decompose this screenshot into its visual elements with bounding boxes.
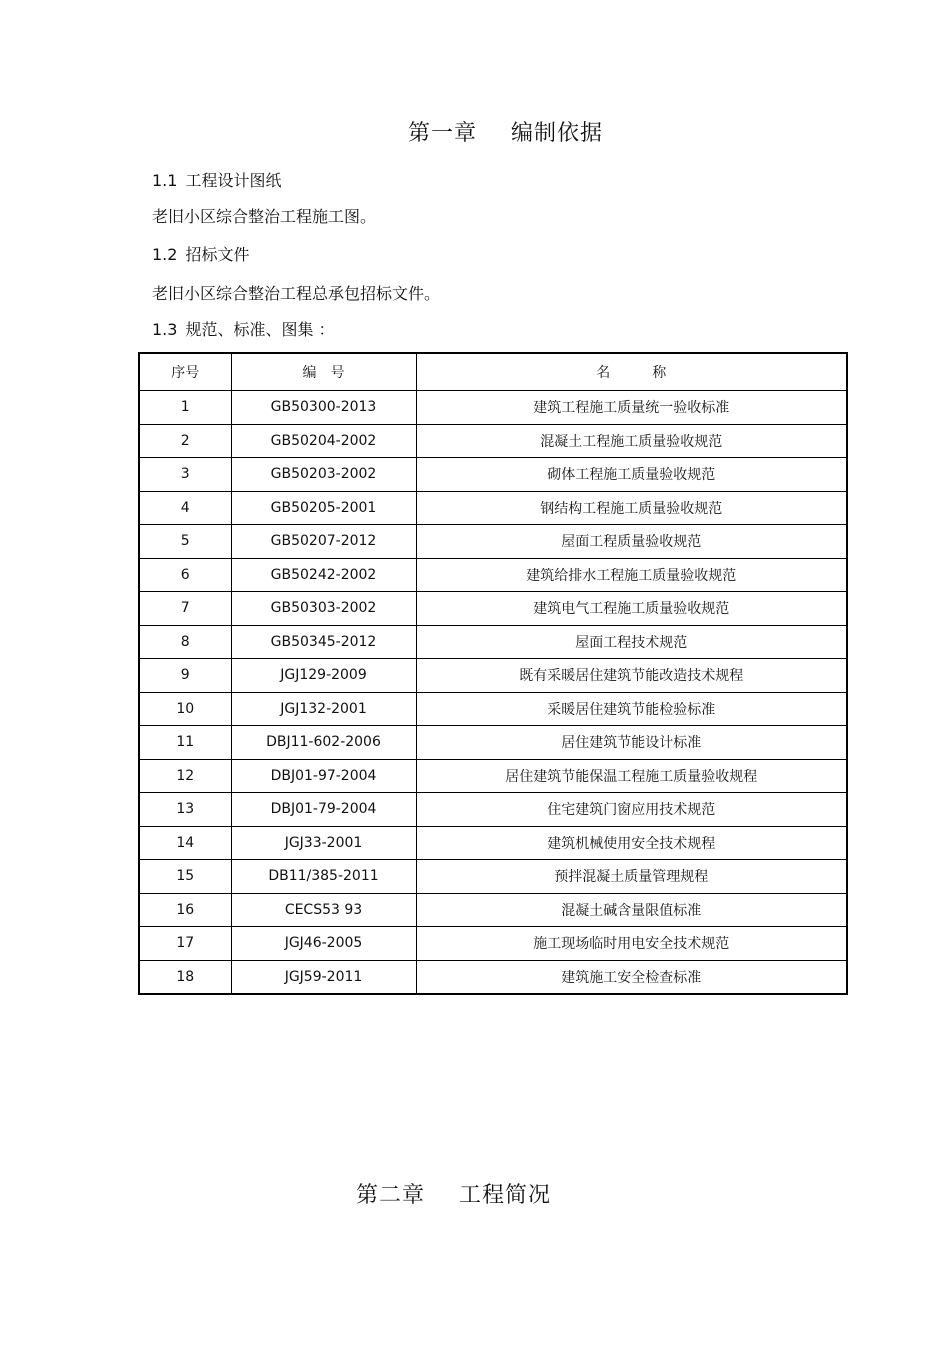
cell-code: GB50345-2012 [231, 625, 416, 659]
table-row [139, 726, 847, 760]
cell-code: GB50300-2013 [231, 391, 416, 425]
cell-name: 建筑机械使用安全技术规程 [416, 826, 847, 860]
table-row [139, 659, 847, 693]
cell-code: CECS53 93 [231, 893, 416, 927]
standards-table [138, 352, 848, 995]
section-1-2-body: 老旧小区综合整治工程总承包招标文件。 [152, 284, 441, 303]
cell-code: GB50204-2002 [231, 424, 416, 458]
table-row [139, 826, 847, 860]
table-row [139, 458, 847, 492]
section-number: 1.1 [152, 171, 178, 190]
cell-code: JGJ46-2005 [231, 927, 416, 961]
cell-index: 14 [139, 826, 231, 860]
table-row [139, 759, 847, 793]
cell-code: DB11/385-2011 [231, 860, 416, 894]
section-number: 1.3 [152, 320, 178, 339]
cell-name: 既有采暖居住建筑节能改造技术规程 [416, 659, 847, 693]
chapter-2-number: 第二章 [356, 1183, 426, 1208]
section-title: 招标文件 [185, 245, 250, 264]
header-code: 编 号 [231, 353, 416, 391]
section-1-1-heading [152, 168, 281, 191]
cell-index: 2 [139, 424, 231, 458]
table-row [139, 391, 847, 425]
cell-code: GB50303-2002 [231, 592, 416, 626]
header-name: 名 称 [416, 353, 847, 391]
table-row [139, 625, 847, 659]
section-title: 规范、标准、图集 ： [185, 320, 335, 339]
cell-index: 3 [139, 458, 231, 492]
cell-index: 13 [139, 793, 231, 827]
cell-code: JGJ132-2001 [231, 692, 416, 726]
table-body [139, 391, 847, 995]
cell-name: 施工现场临时用电安全技术规范 [416, 927, 847, 961]
cell-name: 采暖居住建筑节能检验标准 [416, 692, 847, 726]
cell-index: 15 [139, 860, 231, 894]
cell-name: 屋面工程技术规范 [416, 625, 847, 659]
table-row [139, 424, 847, 458]
table-row [139, 927, 847, 961]
cell-index: 5 [139, 525, 231, 559]
cell-code: GB50203-2002 [231, 458, 416, 492]
section-title: 工程设计图纸 [185, 171, 282, 190]
cell-index: 18 [139, 960, 231, 994]
cell-name: 屋面工程质量验收规范 [416, 525, 847, 559]
cell-name: 砌体工程施工质量验收规范 [416, 458, 847, 492]
section-1-2-heading [152, 242, 249, 265]
table-row [139, 491, 847, 525]
cell-index: 6 [139, 558, 231, 592]
cell-name: 建筑给排水工程施工质量验收规范 [416, 558, 847, 592]
cell-index: 4 [139, 491, 231, 525]
section-number: 1.2 [152, 245, 178, 264]
cell-code: DBJ11-602-2006 [231, 726, 416, 760]
cell-code: JGJ33-2001 [231, 826, 416, 860]
table-row [139, 525, 847, 559]
chapter-1-heading [408, 116, 603, 147]
table-row [139, 558, 847, 592]
cell-code: DBJ01-79-2004 [231, 793, 416, 827]
cell-index: 17 [139, 927, 231, 961]
cell-index: 12 [139, 759, 231, 793]
cell-code: GB50242-2002 [231, 558, 416, 592]
cell-name: 住宅建筑门窗应用技术规范 [416, 793, 847, 827]
table-row [139, 692, 847, 726]
cell-code: DBJ01-97-2004 [231, 759, 416, 793]
table-row [139, 793, 847, 827]
cell-code: JGJ59-2011 [231, 960, 416, 994]
cell-name: 居住建筑节能保温工程施工质量验收规程 [416, 759, 847, 793]
cell-index: 8 [139, 625, 231, 659]
chapter-1-number: 第一章 [408, 121, 478, 146]
table-row [139, 893, 847, 927]
cell-code: JGJ129-2009 [231, 659, 416, 693]
cell-name: 混凝土碱含量限值标准 [416, 893, 847, 927]
cell-code: GB50207-2012 [231, 525, 416, 559]
cell-index: 11 [139, 726, 231, 760]
section-1-3-heading [152, 317, 335, 340]
cell-name: 钢结构工程施工质量验收规范 [416, 491, 847, 525]
cell-name: 建筑工程施工质量统一验收标准 [416, 391, 847, 425]
chapter-1-title: 编制依据 [511, 121, 604, 146]
cell-index: 9 [139, 659, 231, 693]
cell-name: 建筑施工安全检查标准 [416, 960, 847, 994]
cell-name: 预拌混凝土质量管理规程 [416, 860, 847, 894]
header-index: 序号 [139, 353, 231, 391]
cell-code: GB50205-2001 [231, 491, 416, 525]
cell-index: 7 [139, 592, 231, 626]
table-header-row [139, 353, 847, 391]
chapter-2-title: 工程简况 [459, 1183, 552, 1208]
cell-index: 1 [139, 391, 231, 425]
section-1-1-body: 老旧小区综合整治工程施工图。 [152, 207, 377, 226]
cell-name: 居住建筑节能设计标准 [416, 726, 847, 760]
table-row [139, 860, 847, 894]
cell-name: 建筑电气工程施工质量验收规范 [416, 592, 847, 626]
chapter-2-heading [356, 1178, 551, 1209]
cell-index: 16 [139, 893, 231, 927]
cell-index: 10 [139, 692, 231, 726]
table-row [139, 592, 847, 626]
cell-name: 混凝土工程施工质量验收规范 [416, 424, 847, 458]
table-row [139, 960, 847, 994]
